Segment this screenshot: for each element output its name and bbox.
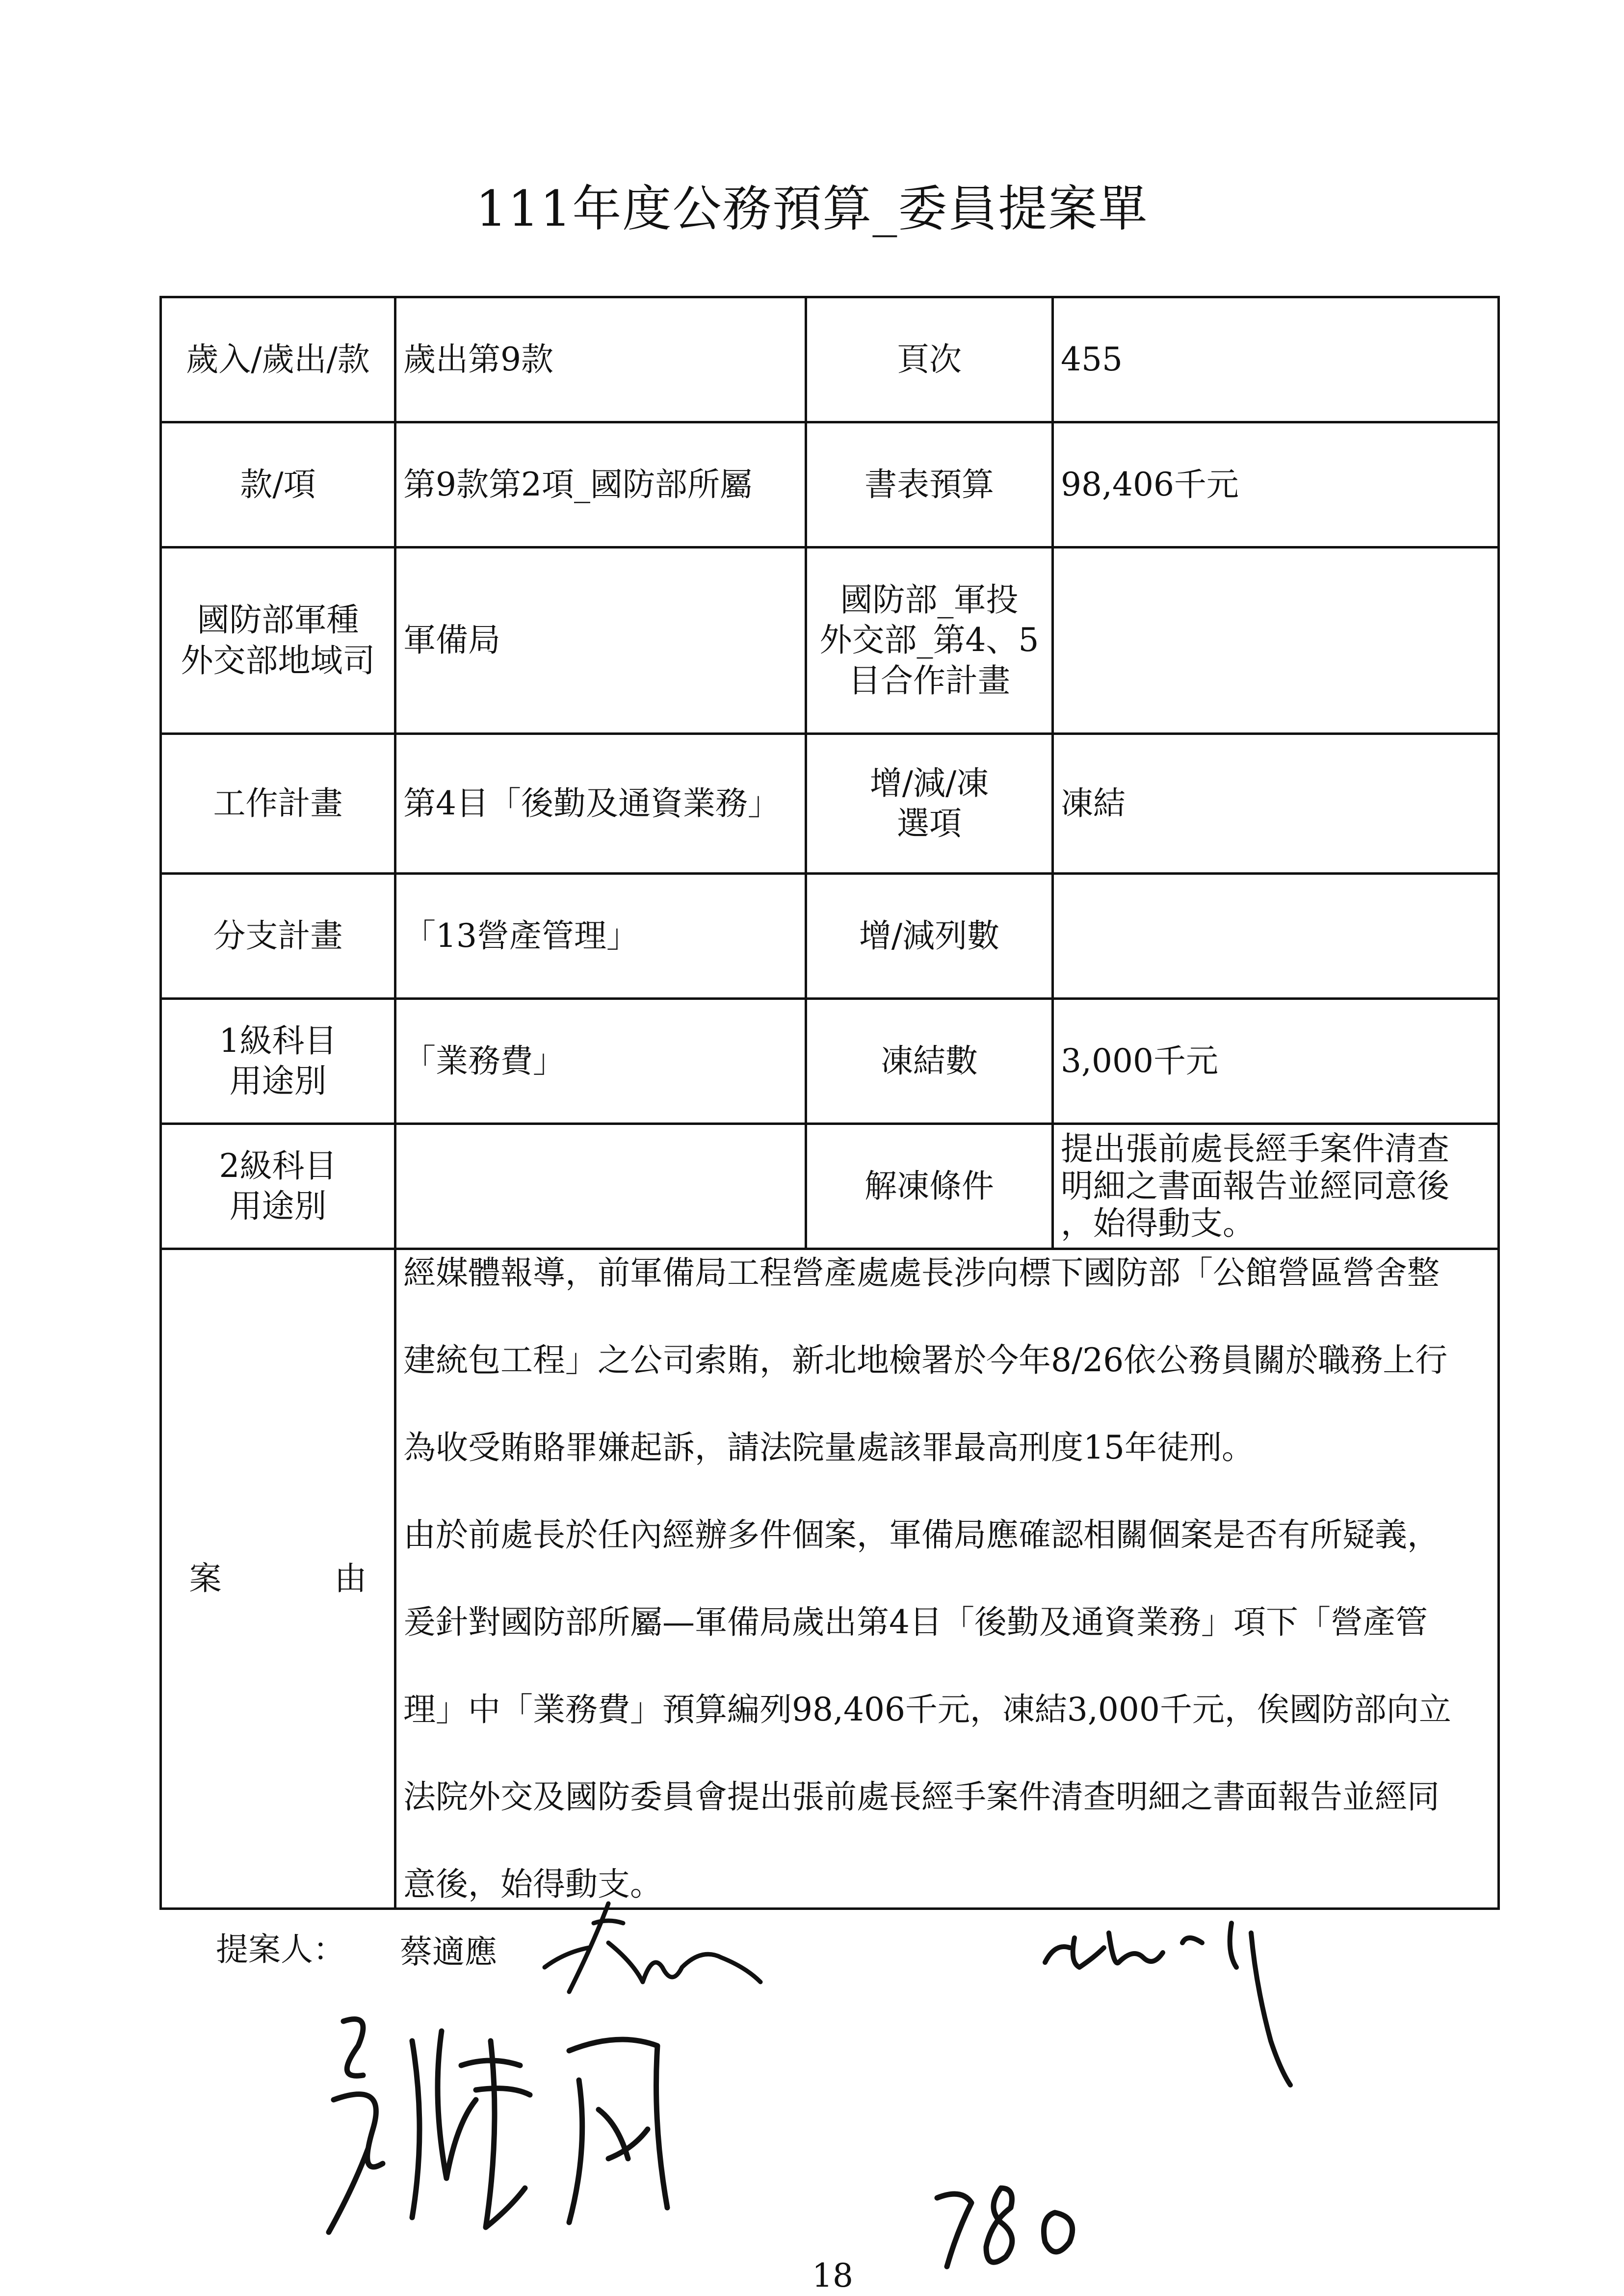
field-label-line: 2級科目 (219, 1147, 337, 1185)
field-label: 增/減列數 (806, 874, 1053, 999)
reason-label-char: 案 (189, 1559, 222, 1597)
field-label-line: 1級科目 (219, 1021, 337, 1060)
field-label-line: 目合作計畫 (848, 661, 1010, 700)
field-label: 頁次 (806, 297, 1053, 422)
field-label-line: 選項 (897, 805, 962, 842)
field-label-line: 國防部_軍投 (840, 580, 1019, 619)
field-label-line: 外交部_第4、5 (819, 621, 1039, 659)
signature-1 (535, 1894, 770, 2007)
field-label: 歲入/歲出/款 (161, 297, 395, 422)
proposer-name: 蔡適應 (400, 1933, 497, 1971)
field-label (161, 1124, 395, 1249)
field-value: 凍結 (1053, 734, 1499, 874)
field-value-line: 明細之書面報告並經同意後 (1061, 1167, 1449, 1205)
reason-line: 爰針對國防部所屬—軍備局歲出第4目「後勤及通資業務」項下「營產管 (403, 1603, 1428, 1641)
form-row (161, 548, 1499, 734)
field-label-line: 外交部地域司 (181, 641, 375, 679)
field-value: 軍備局 (395, 548, 806, 734)
field-value (1053, 1124, 1499, 1249)
field-label-line: 增/減/凍 (869, 764, 989, 802)
field-value: 455 (1053, 297, 1499, 422)
reason-label (161, 1249, 395, 1909)
field-value: 98,406千元 (1053, 422, 1499, 548)
field-label (806, 734, 1053, 874)
reason-line: 為收受賄賂罪嫌起訴，請法院量處該罪最高刑度15年徒刑。 (403, 1429, 1254, 1466)
field-value: 「業務費」 (395, 999, 806, 1124)
form-row (161, 874, 1499, 999)
field-label: 解凍條件 (806, 1124, 1053, 1249)
reason-line: 建統包工程」之公司索賄，新北地檢署於今年8/26依公務員關於職務上行 (403, 1341, 1448, 1379)
field-label-line: 用途別 (229, 1062, 327, 1100)
field-value-line: ，始得動支。 (1061, 1204, 1255, 1242)
signature-3 (314, 2002, 707, 2257)
form-row (161, 734, 1499, 874)
field-value-line: 提出張前處長經手案件清查 (1061, 1130, 1449, 1168)
proposer-label: 提案人： (216, 1931, 345, 1968)
field-label: 工作計畫 (161, 734, 395, 874)
reason-body (395, 1249, 1499, 1909)
form-row (161, 999, 1499, 1124)
reason-line: 理」中「業務費」預算編列98,406千元，凍結3,000千元，俟國防部向立 (403, 1691, 1451, 1728)
field-value: 「13營產管理」 (395, 874, 806, 999)
field-value: 歲出第9款 (395, 297, 806, 422)
form-row (161, 297, 1499, 422)
page-number: 18 (812, 2257, 853, 2295)
field-value (395, 1124, 806, 1249)
reason-line: 經媒體報導，前軍備局工程營產處處長涉向標下國防部「公館營區營舍整 (403, 1254, 1440, 1292)
field-label: 分支計畫 (161, 874, 395, 999)
reason-line: 法院外交及國防委員會提出張前處長經手案件清查明細之書面報告並經同 (403, 1778, 1440, 1816)
field-label-line: 用途別 (229, 1187, 327, 1225)
reason-line: 由於前處長於任內經辦多件個案，軍備局應確認相關個案是否有所疑義， (403, 1516, 1440, 1554)
field-label: 凍結數 (806, 999, 1053, 1124)
field-label (161, 548, 395, 734)
form-row (161, 1124, 1499, 1249)
reason-line: 意後，始得動支。 (403, 1865, 662, 1903)
field-value (1053, 548, 1499, 734)
field-label (806, 548, 1053, 734)
signature-2 (1040, 1913, 1295, 2090)
field-value: 第4目「後勤及通資業務」 (395, 734, 806, 874)
proposal-form-table (159, 296, 1500, 1910)
field-label-line: 國防部軍種 (197, 601, 359, 639)
field-value: 第9款第2項_國防部所屬 (395, 422, 806, 548)
reason-row (161, 1249, 1499, 1909)
field-label (161, 999, 395, 1124)
reason-label-char: 由 (334, 1559, 367, 1597)
field-value (1053, 874, 1499, 999)
form-row (161, 422, 1499, 548)
field-value: 3,000千元 (1053, 999, 1499, 1124)
field-label: 款/項 (161, 422, 395, 548)
handwritten-number (927, 2178, 1089, 2276)
page-title: 111年度公務預算_委員提案單 (475, 180, 1149, 237)
field-label: 書表預算 (806, 422, 1053, 548)
